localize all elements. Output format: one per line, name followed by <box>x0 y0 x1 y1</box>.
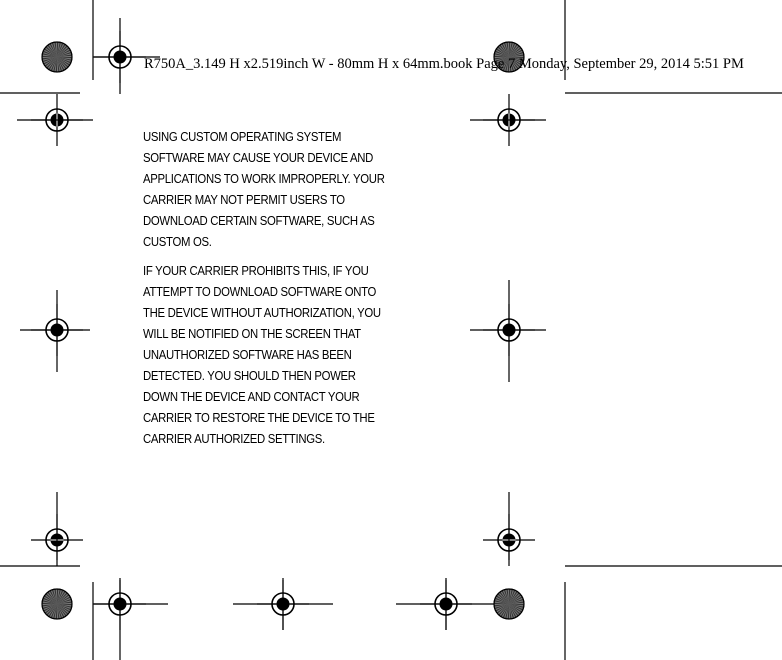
paragraph-carrier-prohibition: IF YOUR CARRIER PROHIBITS THIS, IF YOU ATTEMPT TO DOWNLOAD SOFTWARE ONTO THE DEVICE WITHOUT AUTHORIZATION, YOU WILL BE NOTIFIED ON THE SCREEN THAT UNAUTHORIZED SOFTWARE HAS BEEN DETECTED. YOU SHOULD THEN POWER DOWN THE DEVICE AND CONTACT YOUR CARRIER TO RESTORE THE DEVICE TO THE CARRIER AUTHORIZED SETTINGS. <box>143 263 381 446</box>
slug-line: R750A_3.149 H x2.519inch W - 80mm H x 64mm.book Page 7 Monday, September 29, 2014 5:51 PM <box>144 56 744 72</box>
star-target <box>42 42 72 72</box>
paragraph-custom-os-warning: USING CUSTOM OPERATING SYSTEM SOFTWARE MAY CAUSE YOUR DEVICE AND APPLICATIONS TO WORK IMPROPERLY. YOUR CARRIER MAY NOT PERMIT USERS TO DOWNLOAD CERTAIN SOFTWARE, SUCH AS CUSTOM OS. <box>143 129 385 249</box>
star-target <box>42 589 72 619</box>
body-text <box>143 126 427 457</box>
star-target <box>494 589 524 619</box>
